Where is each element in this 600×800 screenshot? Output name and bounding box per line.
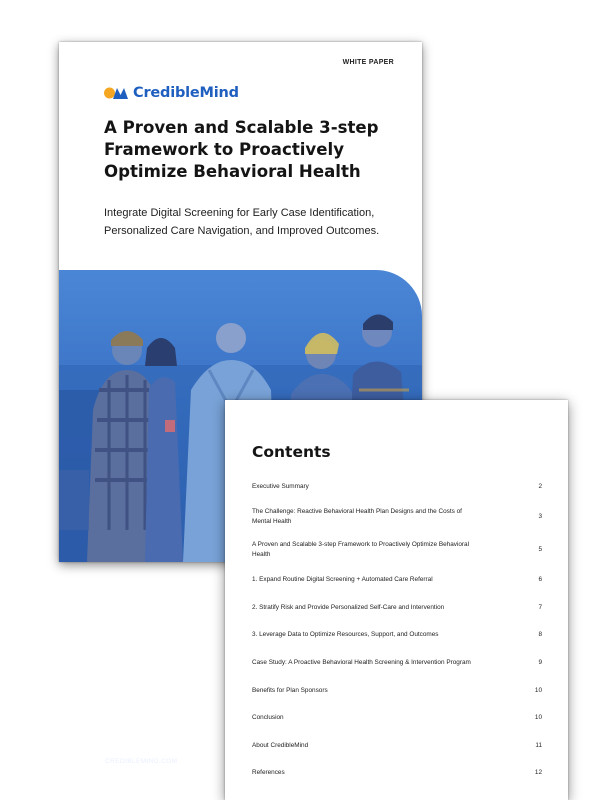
toc-entry-title: A Proven and Scalable 3-step Framework to Proactively Optimize Behavioral Health bbox=[252, 541, 470, 558]
toc-entry-page: 9 bbox=[538, 659, 542, 666]
cover-title: A Proven and Scalable 3-step Framework to Proactively Optimize Behavioral Health bbox=[104, 118, 379, 181]
toc-entry-page: 3 bbox=[538, 513, 542, 520]
toc-entry-page: 10 bbox=[534, 687, 542, 694]
toc-entry-title: Case Study: A Proactive Behavioral Health Screening & Intervention Program bbox=[252, 659, 471, 666]
toc-entry-page: 6 bbox=[538, 576, 542, 583]
contents-heading: Contents bbox=[252, 443, 331, 461]
toc-entry-title: Executive Summary bbox=[252, 483, 309, 490]
brand-logo bbox=[104, 85, 239, 101]
cover-subtitle: Integrate Digital Screening for Early Case Identification, Personalized Care Navigation, and Improved Outcomes. bbox=[104, 207, 380, 237]
toc-entry-title: Benefits for Plan Sponsors bbox=[252, 687, 328, 694]
toc-entry-page: 8 bbox=[538, 631, 542, 638]
crediblemind-logo-icon bbox=[104, 86, 128, 100]
toc-entry-page: 11 bbox=[535, 742, 542, 749]
website-url: CREDIBLEMIND.COM bbox=[105, 758, 178, 765]
toc-entry-title: 3. Leverage Data to Optimize Resources, Support, and Outcomes bbox=[252, 631, 439, 638]
toc-entry-title: 1. Expand Routine Digital Screening + Automated Care Referral bbox=[252, 576, 433, 583]
toc-entry-page: 12 bbox=[534, 769, 542, 776]
toc-entry-page: 7 bbox=[538, 604, 542, 611]
toc-entry-title: 2. Stratify Risk and Provide Personalized Self-Care and Intervention bbox=[252, 604, 445, 611]
toc-entry-title: About CredibleMind bbox=[252, 742, 309, 749]
toc-entry-title: References bbox=[252, 769, 285, 776]
toc-entry-page: 2 bbox=[538, 483, 542, 490]
toc-entry-page: 10 bbox=[534, 714, 542, 721]
brand-name: CredibleMind bbox=[133, 85, 239, 101]
toc-entry-title: Conclusion bbox=[252, 714, 284, 721]
toc-entry-title: The Challenge: Reactive Behavioral Health Plan Designs and the Costs of Mental Health bbox=[252, 508, 462, 525]
contents-page bbox=[225, 400, 568, 800]
document-type-label: WHITE PAPER bbox=[342, 59, 394, 66]
toc-entry-page: 5 bbox=[538, 546, 542, 553]
